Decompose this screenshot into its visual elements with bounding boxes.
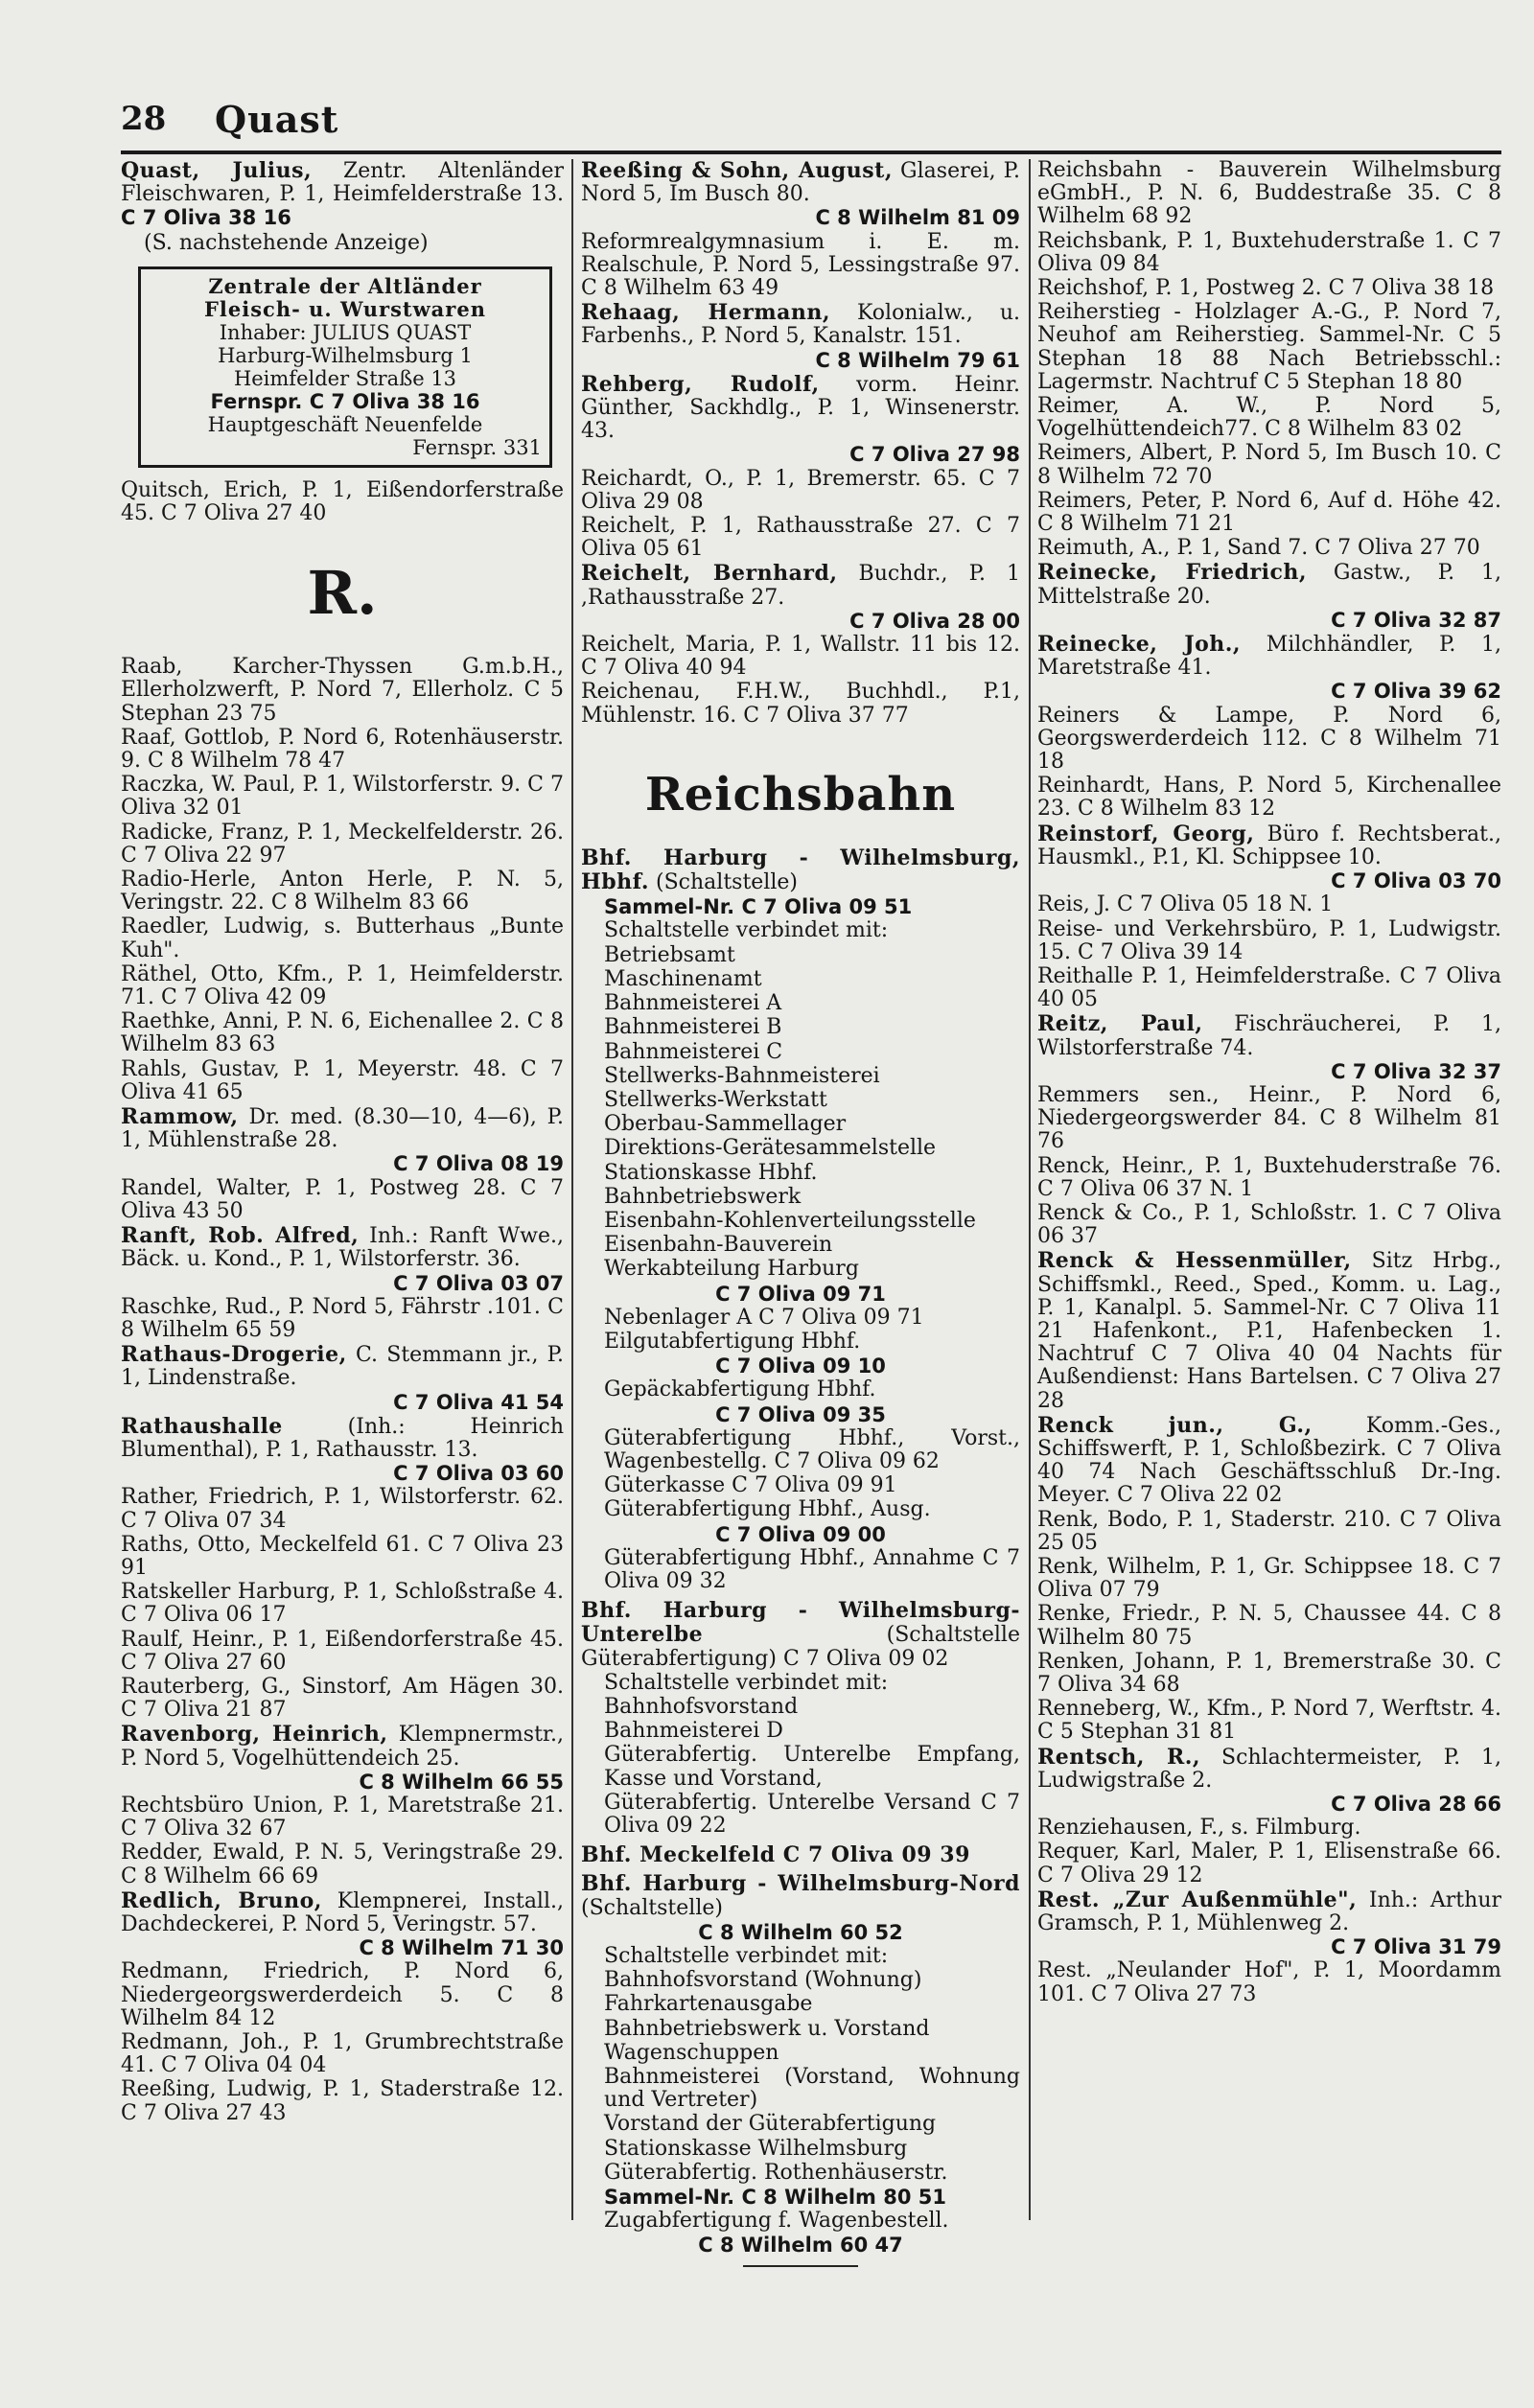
entry-text: Reichsbank, P. 1, Buxtehuderstraße 1. C 7 Oliva 09 84 bbox=[1037, 228, 1501, 276]
entry-name: Reitz, Paul, bbox=[1037, 1011, 1203, 1037]
directory-entry bbox=[121, 1581, 564, 1627]
directory-entry bbox=[121, 727, 564, 773]
station-entry: Bhf. Meckelfeld C 7 Oliva 09 39 bbox=[581, 1842, 970, 1868]
entry-phone: C 7 Oliva 03 07 bbox=[393, 1271, 564, 1295]
directory-entry bbox=[121, 2078, 564, 2124]
ad-line: Fernspr. 331 bbox=[412, 435, 542, 459]
entry-phone: C 7 Oliva 41 54 bbox=[393, 1390, 564, 1414]
station-phone: C 7 Oliva 09 00 bbox=[715, 1522, 886, 1546]
directory-entry bbox=[121, 1343, 564, 1414]
list-item: Stellwerks-Bahnmeisterei bbox=[604, 1063, 880, 1088]
list-item: Direktions-Gerätesammelstelle bbox=[604, 1136, 937, 1161]
entry-phone: C 7 Oliva 03 70 bbox=[1331, 869, 1501, 893]
entry-text: Klempnerei, Install., Dachdeckerei, P. Nord 5, Veringstr. 57. bbox=[121, 1888, 564, 1936]
directory-entry bbox=[121, 1105, 564, 1176]
entry-text: Büro f. Rechtsberat., Hausmkl., P.1, Kl. Schippsee 10. bbox=[1037, 822, 1501, 869]
directory-entry bbox=[121, 1629, 564, 1675]
column-3 bbox=[1037, 159, 1501, 2007]
station-text: (Schaltstelle) bbox=[581, 1895, 723, 1920]
entry-list bbox=[1037, 159, 1501, 2006]
entry-text: Raab, Karcher-Thyssen G.m.b.H., Ellerholzwerft, P. Nord 7, Ellerholz. C 5 Stephan 23 75 bbox=[121, 655, 564, 726]
directory-entry bbox=[1037, 1084, 1501, 1154]
directory-entry bbox=[1037, 1202, 1501, 1248]
list-item: Betriebsamt bbox=[604, 942, 735, 967]
entry-name: Renck & Hessenmüller, bbox=[1037, 1248, 1352, 1274]
entry-phone: C 8 Wilhelm 79 61 bbox=[815, 348, 1020, 372]
entry-text: Reimers, Albert, P. Nord 5, Im Busch 10. C 8 Wilhelm 72 70 bbox=[1037, 441, 1501, 489]
directory-entry bbox=[1037, 1603, 1501, 1649]
list-item: Bahnmeisterei C bbox=[604, 1039, 783, 1064]
directory-entry bbox=[121, 1177, 564, 1223]
station-list bbox=[581, 1969, 1020, 2185]
directory-entry bbox=[581, 373, 1020, 467]
directory-entry bbox=[1037, 1817, 1501, 1840]
entry-phone: C 8 Wilhelm 81 09 bbox=[815, 206, 1020, 230]
entry-text: Reeßing, Ludwig, P. 1, Staderstraße 12. C 7 Oliva 27 43 bbox=[121, 2077, 564, 2125]
station-entry bbox=[581, 846, 1020, 894]
directory-entry bbox=[1037, 1556, 1501, 1602]
station-entry bbox=[581, 1872, 1020, 1919]
station-entry bbox=[581, 1599, 1020, 1671]
directory-entry bbox=[581, 468, 1020, 514]
column-2 bbox=[581, 159, 1020, 2275]
directory-entry bbox=[121, 656, 564, 726]
list-item: Fahrkartenausgabe bbox=[604, 1992, 813, 2017]
list-item: Bahnmeisterei B bbox=[604, 1015, 782, 1040]
station-line: Gepäckabfertigung Hbhf. bbox=[604, 1378, 876, 1402]
directory-entry bbox=[1037, 918, 1501, 964]
directory-entry bbox=[581, 634, 1020, 680]
directory-entry bbox=[1037, 159, 1501, 229]
entry-text: Rather, Friedrich, P. 1, Wilstorferstr. 62. C 7 Oliva 07 34 bbox=[121, 1485, 564, 1533]
running-head: Quast bbox=[215, 98, 339, 141]
entry-text: Reichshof, P. 1, Postweg 2. C 7 Oliva 38 18 bbox=[1037, 276, 1495, 301]
ad-line: Inhaber: JULIUS QUAST bbox=[219, 320, 472, 344]
entry-text: Rahls, Gustav, P. 1, Meyerstr. 48. C 7 Oliva 41 65 bbox=[121, 1056, 564, 1104]
directory-entry bbox=[121, 915, 564, 961]
entry-text: Rechtsbüro Union, P. 1, Maretstraße 21. C 7 Oliva 32 67 bbox=[121, 1793, 564, 1841]
list-item: Werkabteilung Harburg bbox=[604, 1257, 859, 1282]
header-rule bbox=[121, 150, 1501, 154]
ad-line: Fernspr. C 7 Oliva 38 16 bbox=[210, 389, 480, 413]
entry-text: Ratskeller Harburg, P. 1, Schloßstraße 4. C 7 Oliva 06 17 bbox=[121, 1580, 564, 1628]
directory-entry bbox=[1037, 1155, 1501, 1201]
directory-entry bbox=[1037, 277, 1501, 300]
entry-text: Reformrealgymnasium i. E. m. Realschule, P. Nord 5, Lessingstraße 97. C 8 Wilhelm 63 49 bbox=[581, 229, 1020, 301]
entry-text: Redmann, Friedrich, P. Nord 6, Niedergeorgswerderdeich 5. C 8 Wilhelm 84 12 bbox=[121, 1959, 564, 2030]
directory-entry bbox=[1037, 1959, 1501, 2005]
entry-text: Renneberg, W., Kfm., P. Nord 7, Werftstr. 4. C 5 Stephan 31 81 bbox=[1037, 1697, 1501, 1745]
station-phone: C 8 Wilhelm 60 47 bbox=[698, 2234, 903, 2258]
entry-name: Rehaag, Hermann, bbox=[581, 300, 830, 326]
directory-entry bbox=[581, 681, 1020, 727]
page-header bbox=[121, 100, 1501, 155]
station-line: Eilgutabfertigung Hbhf. bbox=[604, 1329, 861, 1354]
entry-text: Gastw., P. 1, Mittelstraße 20. bbox=[1037, 561, 1501, 609]
entry-text: Rauterberg, G., Sinstorf, Am Hägen 30. C 7 Oliva 21 87 bbox=[121, 1674, 564, 1723]
entry-text: Sitz Hrbg., Schiffsmkl., Reed., Sped., Komm. u. Lag., P. 1, Kanalpl. 5. Sammel-Nr. C 7 Oliva 11 21 Hafenkont., P.1, Hafenbecken 1. Nachtruf C 7 Oliva 40 04 Nachts für Außendienst: Hans Bartelsen. C 7 Oliva 27 28 bbox=[1037, 1249, 1501, 1413]
list-item: Bahnbetriebswerk bbox=[604, 1184, 802, 1209]
directory-entry bbox=[121, 1010, 564, 1056]
entry-text: Komm.-Ges., Schiffswerft, P. 1, Schloßbezirk. C 7 Oliva 40 74 Nach Geschäftsschluß Dr.-Ing. Meyer. C 7 Oliva 22 02 bbox=[1037, 1413, 1501, 1508]
entry-name: Reinstorf, Georg, bbox=[1037, 821, 1255, 846]
station-list bbox=[581, 1696, 1020, 1838]
list-item: Oberbau-Sammellager bbox=[604, 1112, 847, 1137]
entry-text: Raethke, Anni, P. N. 6, Eichenallee 2. C 8 Wilhelm 83 63 bbox=[121, 1009, 564, 1057]
list-item: Stellwerks-Werkstatt bbox=[604, 1087, 827, 1112]
station-phone: C 8 Wilhelm 60 52 bbox=[698, 1920, 903, 1944]
directory-entry bbox=[1037, 1888, 1501, 1959]
station-text: (Schaltstelle) bbox=[656, 870, 798, 895]
entry-text: Klempnermstr., P. Nord 5, Vogelhüttendeich 25. bbox=[121, 1723, 564, 1771]
entry-name: Redlich, Bruno, bbox=[121, 1887, 322, 1913]
directory-entry bbox=[1037, 301, 1501, 394]
entry-list bbox=[581, 159, 1020, 728]
directory-entry bbox=[121, 1296, 564, 1342]
directory-entry bbox=[1037, 442, 1501, 488]
list-item: Bahnbetriebswerk u. Vorstand bbox=[604, 2016, 930, 2041]
entry-name: Rehberg, Rudolf, bbox=[581, 371, 820, 397]
directory-entry bbox=[581, 231, 1020, 301]
station-line: Güterabfertigung Hbhf., Annahme C 7 Oliva 09 32 bbox=[604, 1545, 1020, 1593]
entry-text: Renck, Heinr., P. 1, Buxtehuderstraße 76. C 7 Oliva 06 37 N. 1 bbox=[1037, 1153, 1501, 1201]
directory-entry bbox=[1037, 965, 1501, 1011]
directory-entry bbox=[581, 562, 1020, 633]
entry-text: Randel, Walter, P. 1, Postweg 28. C 7 Oliva 43 50 bbox=[121, 1175, 564, 1223]
directory-entry bbox=[581, 159, 1020, 230]
entry-text: Kolonialw., u. Farbenhs., P. Nord 5, Kanalstr. 151. bbox=[581, 301, 1020, 349]
entry-text: Reiherstieg - Holzlager A.-G., P. Nord 7, Neuhof am Reiherstieg. Sammel-Nr. C 5 Stephan 18 88 Nach Betriebsschl.: Lagermstr. Nachtruf C 5 Stephan 18 80 bbox=[1037, 300, 1501, 394]
station-name: Bhf. Harburg - Wilhelmsburg-Nord bbox=[581, 1871, 1020, 1897]
entry-text: Reinhardt, Hans, P. Nord 5, Kirchenallee 23. C 8 Wilhelm 83 12 bbox=[1037, 774, 1501, 822]
directory-entry bbox=[1037, 230, 1501, 276]
directory-entry bbox=[121, 868, 564, 915]
entry-text: C. Stemmann jr., P. 1, Lindenstraße. bbox=[121, 1343, 564, 1391]
station-phone: Sammel-Nr. C 7 Oliva 09 51 bbox=[604, 895, 913, 919]
ad-line: Harburg-Wilhelmsburg 1 bbox=[218, 343, 473, 367]
entry-text: Radio-Herle, Anton Herle, P. N. 5, Veringstr. 22. C 8 Wilhelm 83 66 bbox=[121, 868, 564, 915]
entry-text: Renk, Bodo, P. 1, Staderstr. 210. C 7 Oliva 25 05 bbox=[1037, 1507, 1501, 1555]
entry-text: Reimer, A. W., P. Nord 5, Vogelhüttendeich77. C 8 Wilhelm 83 02 bbox=[1037, 394, 1501, 442]
entry-name: Rentsch, R., bbox=[1037, 1744, 1201, 1770]
entry-text: Renziehausen, F., s. Filmburg. bbox=[1037, 1816, 1361, 1841]
station-intro: Schaltstelle verbindet mit: bbox=[604, 918, 889, 943]
entry-name: Rammow, bbox=[121, 1104, 239, 1130]
station-phone: C 7 Oliva 09 71 bbox=[715, 1282, 886, 1306]
directory-entry bbox=[121, 1960, 564, 2030]
entry-text: Zentr. Altenländer Fleischwaren, P. 1, Heimfelderstraße 13. bbox=[121, 159, 564, 207]
column-1 bbox=[121, 159, 564, 2126]
directory-entry bbox=[1037, 633, 1501, 704]
directory-entry bbox=[121, 1841, 564, 1887]
entry-text: vorm. Heinr. Günther, Sackhdlg., P. 1, Winsenerstr. 43. bbox=[581, 372, 1020, 444]
directory-entry bbox=[121, 1415, 564, 1486]
entry-name: Renck jun., G., bbox=[1037, 1412, 1313, 1438]
entry-phone: C 7 Oliva 39 62 bbox=[1331, 680, 1501, 704]
entry-text: Buchdr., P. 1 ,Rathausstraße 27. bbox=[581, 562, 1020, 610]
section-end-rule bbox=[743, 2265, 858, 2267]
entry-phone: C 7 Oliva 38 16 bbox=[121, 206, 291, 230]
entry-text: Requer, Karl, Maler, P. 1, Elisenstraße 66. C 7 Oliva 29 12 bbox=[1037, 1840, 1501, 1887]
list-item: Stationskasse Hbhf. bbox=[604, 1160, 818, 1185]
directory-entry bbox=[1037, 893, 1501, 916]
station-line: Nebenlager A C 7 Oliva 09 71 bbox=[604, 1305, 924, 1330]
directory-entry bbox=[121, 963, 564, 1009]
entry-text: Raulf, Heinr., P. 1, Eißendorferstraße 45. C 7 Oliva 27 60 bbox=[121, 1627, 564, 1675]
entry-text: Räthel, Otto, Kfm., P. 1, Heimfelderstr. 71. C 7 Oliva 42 09 bbox=[121, 961, 564, 1010]
entry-text: Reiners & Lampe, P. Nord 6, Georgswerderdeich 112. C 8 Wilhelm 71 18 bbox=[1037, 703, 1501, 775]
directory-entry bbox=[1037, 1651, 1501, 1697]
entry-text: Reis, J. C 7 Oliva 05 18 N. 1 bbox=[1037, 892, 1334, 917]
entry-text: Reichenau, F.H.W., Buchhdl., P.1, Mühlenstr. 16. C 7 Oliva 37 77 bbox=[581, 680, 1020, 728]
entry-text: Renke, Friedr., P. N. 5, Chaussee 44. C 8 Wilhelm 80 75 bbox=[1037, 1602, 1501, 1650]
directory-entry bbox=[121, 1889, 564, 1960]
directory-entry bbox=[1037, 1249, 1501, 1412]
entry-text: Dr. med. (8.30—10, 4—6), P. 1, Mühlenstraße 28. bbox=[121, 1105, 564, 1153]
entry-text: Reimuth, A., P. 1, Sand 7. C 7 Oliva 27 70 bbox=[1037, 536, 1480, 561]
entry-name: Ranft, Rob. Alfred, bbox=[121, 1223, 360, 1249]
entry-phone: C 8 Wilhelm 66 55 bbox=[359, 1770, 564, 1794]
station-phone: C 7 Oliva 09 10 bbox=[715, 1354, 886, 1378]
directory-entry bbox=[1037, 775, 1501, 821]
entry-phone: C 7 Oliva 28 00 bbox=[849, 609, 1020, 633]
entry-text: Glaserei, P. Nord 5, Im Busch 80. bbox=[581, 159, 1021, 207]
ad-line: Fleisch- u. Wurstwaren bbox=[204, 296, 486, 321]
entry-quast bbox=[121, 159, 564, 231]
entry-text: Reithalle P. 1, Heimfelderstraße. C 7 Oliva 40 05 bbox=[1037, 963, 1501, 1012]
list-item: Güterabfertig. Rothenhäuserstr. bbox=[604, 2160, 948, 2185]
list-item: Bahnhofsvorstand bbox=[604, 1694, 799, 1719]
list-item: Stationskasse Wilhelmsburg bbox=[604, 2136, 908, 2161]
directory-entry bbox=[1037, 1746, 1501, 1817]
ad-line: Zentrale der Altländer bbox=[208, 273, 482, 298]
entry-text: Reimers, Peter, P. Nord 6, Auf d. Höhe 42. C 8 Wilhelm 71 21 bbox=[1037, 488, 1501, 537]
entry-text: Raths, Otto, Meckelfeld 61. C 7 Oliva 23 91 bbox=[121, 1532, 564, 1580]
entry-phone: C 7 Oliva 08 19 bbox=[393, 1152, 564, 1176]
directory-entry bbox=[581, 515, 1020, 561]
list-item: Bahnhofsvorstand (Wohnung) bbox=[604, 1968, 922, 1993]
directory-entry bbox=[1037, 705, 1501, 775]
station-line: Güterabfertigung Hbhf., Ausg. bbox=[604, 1497, 931, 1522]
directory-entry bbox=[121, 1058, 564, 1104]
entry-text: Raschke, Rud., P. Nord 5, Fährstr .101. C 8 Wilhelm 65 59 bbox=[121, 1294, 564, 1342]
entry-text: Renck & Co., P. 1, Schloßstr. 1. C 7 Oliva 06 37 bbox=[1037, 1200, 1501, 1249]
list-item: Wagenschuppen bbox=[604, 2040, 779, 2065]
entry-name: Rest. „Zur Außenmühle", bbox=[1037, 1887, 1358, 1912]
entry-text: Remmers sen., Heinr., P. Nord 6, Niedergeorgswerder 84. C 8 Wilhelm 81 76 bbox=[1037, 1082, 1501, 1154]
directory-entry bbox=[1037, 1414, 1501, 1508]
entry-list bbox=[121, 656, 564, 2125]
list-item: Eisenbahn-Kohlenverteilungsstelle bbox=[604, 1208, 976, 1233]
entry-text: Redmann, Joh., P. 1, Grumbrechtstraße 41. C 7 Oliva 04 04 bbox=[121, 2030, 564, 2078]
entry-text: Raaf, Gottlob, P. Nord 6, Rotenhäuserstr. 9. C 8 Wilhelm 78 47 bbox=[121, 725, 564, 774]
station-line: Zugabfertigung f. Wagenbestell. bbox=[604, 2209, 949, 2234]
list-item: Bahnmeisterei D bbox=[604, 1719, 783, 1744]
directory-entry bbox=[121, 1534, 564, 1580]
entry-text: Raedler, Ludwig, s. Butterhaus „Bunte Kuh". bbox=[121, 915, 564, 962]
entry-name: Rathaus-Drogerie, bbox=[121, 1342, 347, 1368]
entry-text: Reichelt, P. 1, Rathausstraße 27. C 7 Oliva 05 61 bbox=[581, 514, 1020, 562]
entry-text: Rest. „Neulander Hof", P. 1, Moordamm 101. C 7 Oliva 27 73 bbox=[1037, 1958, 1501, 2006]
list-item: Vorstand der Güterabfertigung bbox=[604, 2112, 937, 2137]
directory-entry bbox=[1037, 490, 1501, 536]
column-divider-1 bbox=[571, 159, 573, 2220]
entry-quitsch: Quitsch, Erich, P. 1, Eißendorferstraße 45. C 7 Oliva 27 40 bbox=[121, 477, 564, 526]
entry-text: (Inh.: Heinrich Blumenthal), P. 1, Rathausstr. 13. bbox=[121, 1414, 564, 1462]
entry-phone: C 7 Oliva 27 98 bbox=[849, 443, 1020, 467]
station-phone: C 7 Oliva 09 35 bbox=[715, 1402, 886, 1426]
entry-text: Raczka, W. Paul, P. 1, Wilstorferstr. 9. C 7 Oliva 32 01 bbox=[121, 773, 564, 821]
entry-phone: C 7 Oliva 31 79 bbox=[1331, 1935, 1501, 1959]
directory-entry bbox=[1037, 1012, 1501, 1083]
entry-text: Fischräucherei, P. 1, Wilstorferstraße 74. bbox=[1037, 1012, 1501, 1060]
directory-entry bbox=[121, 822, 564, 868]
section-title: Reichsbahn bbox=[644, 767, 957, 822]
entry-name: Reinecke, Joh., bbox=[1037, 632, 1242, 658]
entry-phone: C 7 Oliva 28 66 bbox=[1331, 1793, 1501, 1817]
entry-name: Rathaushalle bbox=[121, 1413, 283, 1439]
entry-text: Inh.: Arthur Gramsch, P. 1, Mühlenweg 2. bbox=[1037, 1887, 1502, 1936]
list-item: Eisenbahn-Bauverein bbox=[604, 1233, 833, 1258]
station-text: (Schaltstelle Güterabfertigung) C 7 Oliva 09 02 bbox=[581, 1623, 1020, 1671]
directory-entry bbox=[121, 1794, 564, 1841]
directory-entry bbox=[121, 1676, 564, 1722]
directory-entry bbox=[581, 301, 1020, 372]
entry-text: Reichsbahn - Bauverein Wilhelmsburg eGmbH., P. N. 6, Buddestraße 35. C 8 Wilhelm 68 92 bbox=[1037, 158, 1501, 229]
entry-text: Renken, Johann, P. 1, Bremerstraße 30. C 7 Oliva 34 68 bbox=[1037, 1649, 1501, 1697]
entry-text: Reichelt, Maria, P. 1, Wallstr. 11 bis 12. C 7 Oliva 40 94 bbox=[581, 633, 1020, 681]
directory-entry bbox=[121, 1723, 564, 1794]
entry-text: Reichardt, O., P. 1, Bremerstr. 65. C 7 Oliva 29 08 bbox=[581, 466, 1020, 514]
station-name: Bhf. Harburg - Wilhelmsburg, Hbhf. bbox=[581, 845, 1020, 895]
entry-phone: C 7 Oliva 32 37 bbox=[1331, 1059, 1501, 1083]
list-item: Bahnmeisterei A bbox=[604, 991, 782, 1016]
entry-text: Inh.: Ranft Wwe., Bäck. u. Kond., P. 1, Wilstorferstr. 36. bbox=[121, 1224, 564, 1272]
directory-entry bbox=[1037, 537, 1501, 560]
directory-entry bbox=[1037, 1841, 1501, 1887]
directory-entry bbox=[121, 774, 564, 820]
entry-name: Ravenborg, Heinrich, bbox=[121, 1722, 388, 1748]
entry-note: (S. nachstehende Anzeige) bbox=[144, 230, 429, 255]
station-line: Güterabfertigung Hbhf., Vorst., Wagenbestellg. C 7 Oliva 09 62 bbox=[604, 1425, 1020, 1473]
section-letter: R. bbox=[307, 558, 378, 629]
station-name: Bhf. Harburg - Wilhelmsburg-Unterelbe bbox=[581, 1598, 1020, 1648]
directory-entry bbox=[1037, 1509, 1501, 1555]
station-line: Güterkasse C 7 Oliva 09 91 bbox=[604, 1473, 897, 1498]
entry-text: Schlachtermeister, P. 1, Ludwigstraße 2. bbox=[1037, 1745, 1502, 1793]
directory-entry bbox=[1037, 395, 1501, 441]
entry-name: Quast, Julius, bbox=[121, 158, 313, 183]
page-number: 28 bbox=[121, 100, 167, 138]
directory-entry bbox=[121, 1224, 564, 1295]
directory-entry bbox=[121, 2031, 564, 2077]
list-item: Maschinenamt bbox=[604, 966, 762, 991]
entry-name: Reeßing & Sohn, August, bbox=[581, 158, 894, 183]
entry-text: Redder, Ewald, P. N. 5, Veringstraße 29. C 8 Wilhelm 66 69 bbox=[121, 1841, 564, 1888]
entry-text: Milchhändler, P. 1, Maretstraße 41. bbox=[1037, 633, 1502, 681]
list-item: Bahnmeisterei (Vorstand, Wohnung und Vertreter) bbox=[604, 2065, 1020, 2113]
ad-line: Hauptgeschäft Neuenfelde bbox=[207, 412, 483, 436]
ad-line: Heimfelder Straße 13 bbox=[233, 366, 457, 390]
directory-entry bbox=[1037, 1698, 1501, 1744]
directory-entry bbox=[121, 1486, 564, 1532]
station-intro: Schaltstelle verbindet mit: bbox=[604, 1670, 889, 1695]
station-phone: Sammel-Nr. C 8 Wilhelm 80 51 bbox=[604, 2186, 946, 2210]
directory-entry bbox=[1037, 561, 1501, 632]
entry-phone: C 8 Wilhelm 71 30 bbox=[359, 1936, 564, 1960]
list-item: Güterabfertig. Unterelbe Empfang, Kasse und Vorstand, bbox=[604, 1743, 1020, 1791]
entry-text: Reise- und Verkehrsbüro, P. 1, Ludwigstr. 15. C 7 Oliva 39 14 bbox=[1037, 916, 1501, 964]
entry-phone: C 7 Oliva 03 60 bbox=[393, 1462, 564, 1486]
entry-phone: C 7 Oliva 32 87 bbox=[1331, 608, 1501, 632]
list-item: Güterabfertig. Unterelbe Versand C 7 Oliva 09 22 bbox=[604, 1790, 1020, 1838]
directory-entry bbox=[1037, 822, 1501, 893]
entry-name: Reichelt, Bernhard, bbox=[581, 561, 838, 587]
entry-name: Reinecke, Friedrich, bbox=[1037, 560, 1308, 586]
station-list bbox=[581, 944, 1020, 1282]
station-intro: Schaltstelle verbindet mit: bbox=[604, 1944, 889, 1969]
advertisement-box bbox=[138, 266, 552, 468]
column-divider-2 bbox=[1029, 159, 1031, 2220]
entry-text: Radicke, Franz, P. 1, Meckelfelderstr. 26. C 7 Oliva 22 97 bbox=[121, 820, 564, 868]
entry-text: Renk, Wilhelm, P. 1, Gr. Schippsee 18. C 7 Oliva 07 79 bbox=[1037, 1554, 1501, 1603]
